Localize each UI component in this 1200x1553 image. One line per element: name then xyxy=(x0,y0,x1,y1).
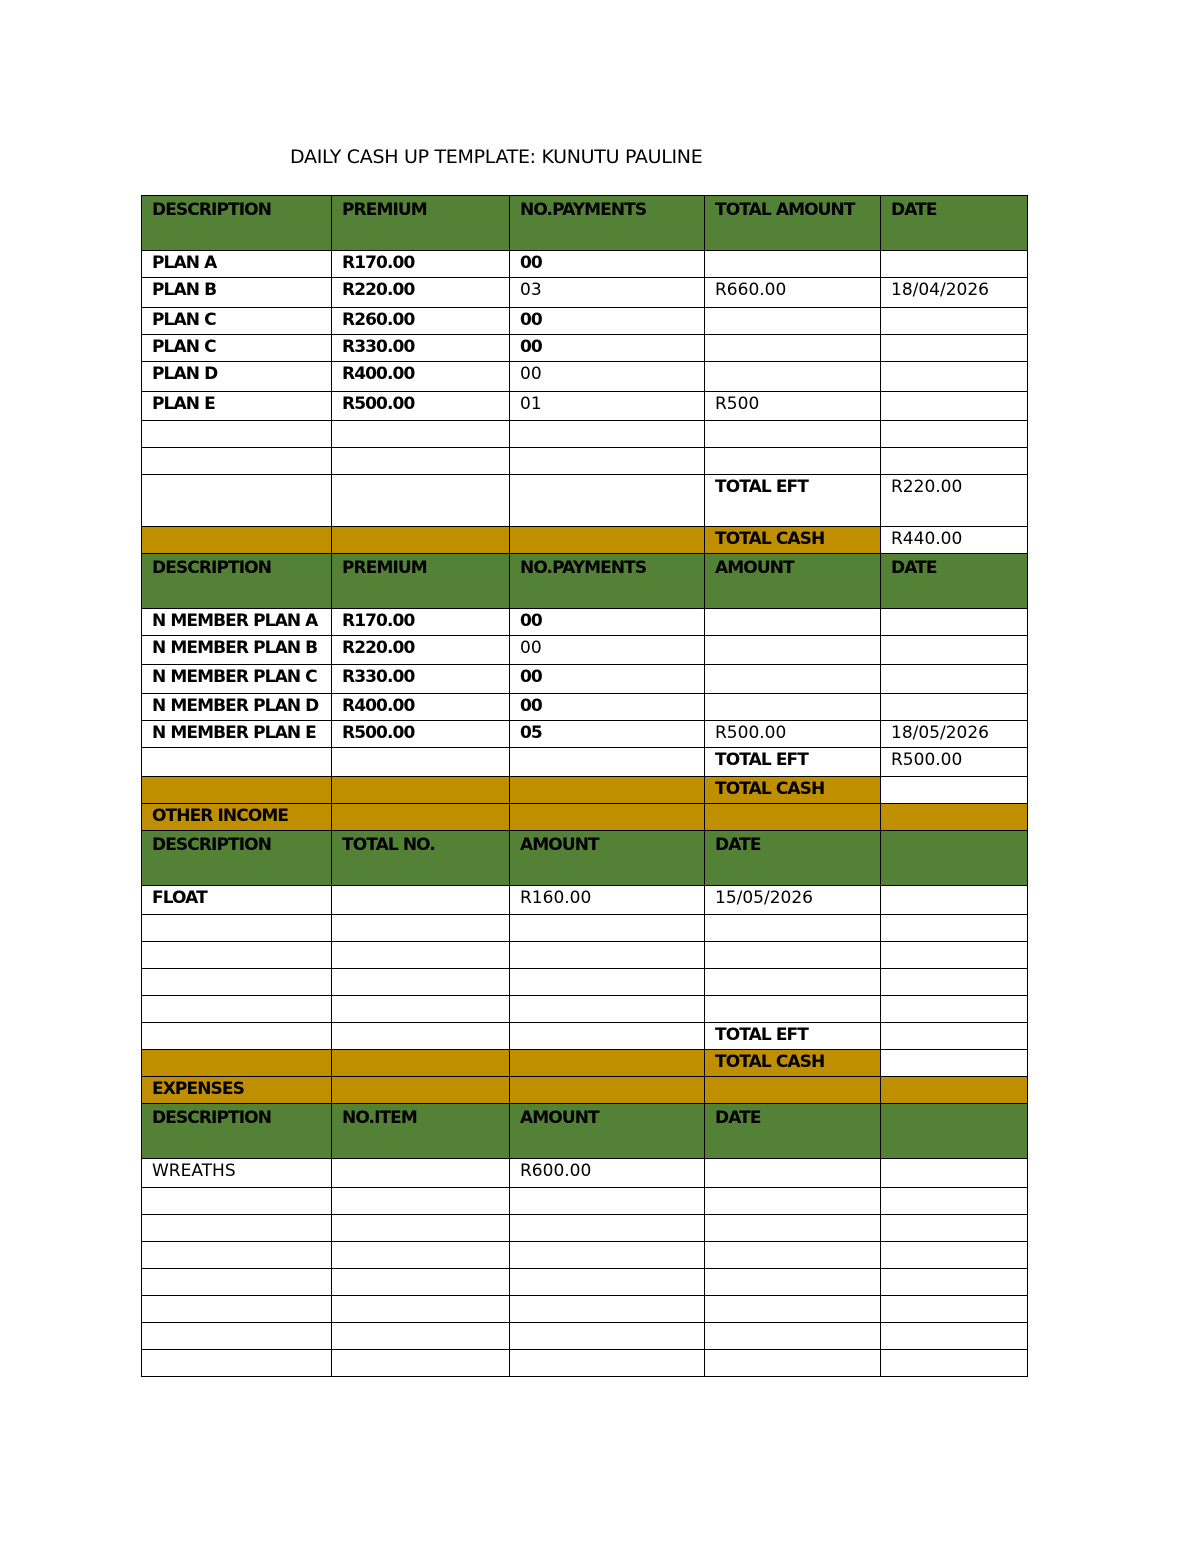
empty-row xyxy=(142,915,1028,942)
plan-description-cell[interactable]: PLAN E xyxy=(142,392,332,421)
member-plan-date-cell[interactable] xyxy=(881,636,1028,665)
plan-date-cell[interactable]: 18/04/2026 xyxy=(881,278,1028,308)
plan-row xyxy=(142,278,1028,308)
plan-payments-cell[interactable]: 01 xyxy=(510,392,705,421)
total-eft-label: TOTAL EFT xyxy=(705,1023,881,1050)
plan-premium-cell[interactable]: R330.00 xyxy=(332,335,510,362)
header-no-item: NO.ITEM xyxy=(332,1104,510,1159)
plan-amount-cell[interactable] xyxy=(705,335,881,362)
plan-date-cell[interactable] xyxy=(881,392,1028,421)
header-total-amount: TOTAL AMOUNT xyxy=(705,196,881,251)
member-plan-amount-cell[interactable] xyxy=(705,609,881,636)
income-description-cell[interactable]: FLOAT xyxy=(142,886,332,915)
plan-amount-cell[interactable]: R500 xyxy=(705,392,881,421)
header-premium: PREMIUM xyxy=(332,196,510,251)
total-eft-value[interactable]: R220.00 xyxy=(881,475,1028,527)
plan-premium-cell[interactable]: R500.00 xyxy=(332,392,510,421)
member-plan-row xyxy=(142,694,1028,721)
plan-amount-cell[interactable] xyxy=(705,308,881,335)
other-income-label: OTHER INCOME xyxy=(142,804,332,831)
total-cash-row xyxy=(142,1050,1028,1077)
plan-description-cell[interactable]: PLAN C xyxy=(142,335,332,362)
plan-row xyxy=(142,392,1028,421)
plan-row xyxy=(142,251,1028,278)
empty-row xyxy=(142,1350,1028,1377)
total-eft-value[interactable]: R500.00 xyxy=(881,748,1028,777)
plan-date-cell[interactable] xyxy=(881,251,1028,278)
expense-amount-cell[interactable]: R600.00 xyxy=(510,1159,705,1188)
document-title: DAILY CASH UP TEMPLATE: KUNUTU PAULINE xyxy=(290,146,703,168)
member-plan-row xyxy=(142,609,1028,636)
member-plan-payments-cell[interactable]: 00 xyxy=(510,636,705,665)
member-plan-payments-cell[interactable]: 05 xyxy=(510,721,705,748)
empty-row xyxy=(142,1323,1028,1350)
member-plan-amount-cell[interactable] xyxy=(705,636,881,665)
empty-row xyxy=(142,1269,1028,1296)
member-plan-premium-cell[interactable]: R500.00 xyxy=(332,721,510,748)
expense-row xyxy=(142,1159,1028,1188)
total-cash-row xyxy=(142,527,1028,554)
total-cash-label: TOTAL CASH xyxy=(705,527,881,554)
total-cash-value[interactable] xyxy=(881,1050,1028,1077)
header-date: DATE xyxy=(705,831,881,886)
empty-row xyxy=(142,996,1028,1023)
cash-up-table xyxy=(141,195,1028,1377)
empty-row xyxy=(142,1296,1028,1323)
total-eft-label: TOTAL EFT xyxy=(705,475,881,527)
header-total-no: TOTAL NO. xyxy=(332,831,510,886)
expense-date-cell[interactable] xyxy=(705,1159,881,1188)
member-plan-date-cell[interactable] xyxy=(881,665,1028,694)
header-description: DESCRIPTION xyxy=(142,196,332,251)
member-plan-description-cell[interactable]: N MEMBER PLAN B xyxy=(142,636,332,665)
member-plan-description-cell[interactable]: N MEMBER PLAN E xyxy=(142,721,332,748)
expenses-header-row xyxy=(142,1104,1028,1159)
member-plan-amount-cell[interactable] xyxy=(705,665,881,694)
income-amount-cell[interactable]: R160.00 xyxy=(510,886,705,915)
empty-row xyxy=(142,421,1028,448)
other-income-section-row xyxy=(142,804,1028,831)
empty-row xyxy=(142,448,1028,475)
empty-row xyxy=(142,1215,1028,1242)
plan-row xyxy=(142,362,1028,392)
total-eft-label: TOTAL EFT xyxy=(705,748,881,777)
income-date-cell[interactable]: 15/05/2026 xyxy=(705,886,881,915)
plan-payments-cell[interactable]: 03 xyxy=(510,278,705,308)
header-date: DATE xyxy=(881,196,1028,251)
expense-description-cell[interactable]: WREATHS xyxy=(142,1159,332,1188)
plan-date-cell[interactable] xyxy=(881,335,1028,362)
header-no-payments: NO.PAYMENTS xyxy=(510,196,705,251)
total-eft-row xyxy=(142,748,1028,777)
other-income-header-row xyxy=(142,831,1028,886)
total-cash-value[interactable]: R440.00 xyxy=(881,527,1028,554)
member-plan-date-cell[interactable] xyxy=(881,694,1028,721)
plan-description-cell[interactable]: PLAN A xyxy=(142,251,332,278)
header-premium: PREMIUM xyxy=(332,554,510,609)
empty-row xyxy=(142,1188,1028,1215)
member-plan-payments-cell[interactable]: 00 xyxy=(510,665,705,694)
member-plan-row xyxy=(142,665,1028,694)
plan-date-cell[interactable] xyxy=(881,308,1028,335)
member-plan-premium-cell[interactable]: R330.00 xyxy=(332,665,510,694)
plan-date-cell[interactable] xyxy=(881,362,1028,392)
member-plan-premium-cell[interactable]: R220.00 xyxy=(332,636,510,665)
total-eft-row xyxy=(142,1023,1028,1050)
expense-no-item-cell[interactable] xyxy=(332,1159,510,1188)
member-plan-description-cell[interactable]: N MEMBER PLAN C xyxy=(142,665,332,694)
total-cash-row xyxy=(142,777,1028,804)
member-plan-date-cell[interactable]: 18/05/2026 xyxy=(881,721,1028,748)
plan-premium-cell[interactable]: R170.00 xyxy=(332,251,510,278)
header-no-payments: NO.PAYMENTS xyxy=(510,554,705,609)
total-cash-value[interactable] xyxy=(881,777,1028,804)
plan-payments-cell[interactable]: 00 xyxy=(510,362,705,392)
plan-premium-cell[interactable]: R400.00 xyxy=(332,362,510,392)
member-plans-header-row xyxy=(142,554,1028,609)
plan-payments-cell[interactable]: 00 xyxy=(510,308,705,335)
empty-row xyxy=(142,969,1028,996)
header-amount: AMOUNT xyxy=(510,831,705,886)
plan-description-cell[interactable]: PLAN B xyxy=(142,278,332,308)
member-plan-amount-cell[interactable]: R500.00 xyxy=(705,721,881,748)
header-date: DATE xyxy=(705,1104,881,1159)
plan-premium-cell[interactable]: R260.00 xyxy=(332,308,510,335)
member-plan-premium-cell[interactable]: R170.00 xyxy=(332,609,510,636)
total-cash-label: TOTAL CASH xyxy=(705,777,881,804)
plan-amount-cell[interactable] xyxy=(705,362,881,392)
header-description: DESCRIPTION xyxy=(142,554,332,609)
plan-description-cell[interactable]: PLAN D xyxy=(142,362,332,392)
plan-payments-cell[interactable]: 00 xyxy=(510,335,705,362)
member-plan-amount-cell[interactable] xyxy=(705,694,881,721)
header-amount: AMOUNT xyxy=(510,1104,705,1159)
member-plan-payments-cell[interactable]: 00 xyxy=(510,694,705,721)
member-plan-premium-cell[interactable]: R400.00 xyxy=(332,694,510,721)
expenses-label: EXPENSES xyxy=(142,1077,332,1104)
header-amount: AMOUNT xyxy=(705,554,881,609)
plan-description-cell[interactable]: PLAN C xyxy=(142,308,332,335)
empty-row xyxy=(142,1242,1028,1269)
member-plan-date-cell[interactable] xyxy=(881,609,1028,636)
plan-row xyxy=(142,335,1028,362)
total-eft-value[interactable] xyxy=(881,1023,1028,1050)
empty-row xyxy=(142,942,1028,969)
header-date: DATE xyxy=(881,554,1028,609)
plans-header-row xyxy=(142,196,1028,251)
income-row xyxy=(142,886,1028,915)
income-total-no-cell[interactable] xyxy=(332,886,510,915)
plan-payments-cell[interactable]: 00 xyxy=(510,251,705,278)
plan-row xyxy=(142,308,1028,335)
plan-premium-cell[interactable]: R220.00 xyxy=(332,278,510,308)
header-description: DESCRIPTION xyxy=(142,1104,332,1159)
member-plan-description-cell[interactable]: N MEMBER PLAN D xyxy=(142,694,332,721)
header-description: DESCRIPTION xyxy=(142,831,332,886)
member-plan-row xyxy=(142,636,1028,665)
plan-amount-cell[interactable]: R660.00 xyxy=(705,278,881,308)
member-plan-payments-cell[interactable]: 00 xyxy=(510,609,705,636)
member-plan-row xyxy=(142,721,1028,748)
member-plan-description-cell[interactable]: N MEMBER PLAN A xyxy=(142,609,332,636)
plan-amount-cell[interactable] xyxy=(705,251,881,278)
total-cash-label: TOTAL CASH xyxy=(705,1050,881,1077)
expenses-section-row xyxy=(142,1077,1028,1104)
total-eft-row xyxy=(142,475,1028,527)
